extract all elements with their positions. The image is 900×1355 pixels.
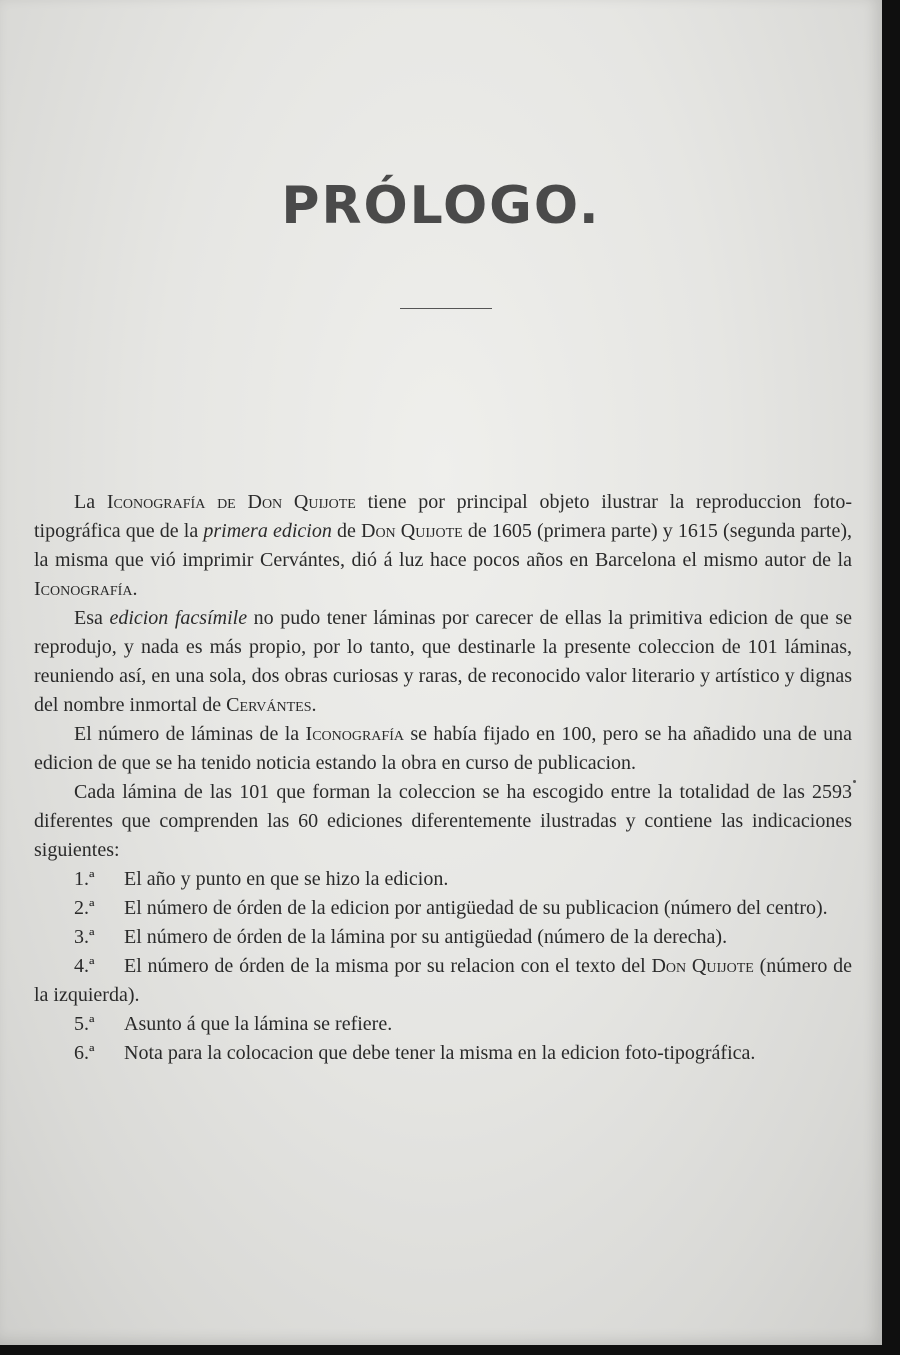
page-title: PRÓLOGO. bbox=[281, 176, 601, 236]
list-item bbox=[34, 894, 852, 923]
small-caps-text: Iconografía de Don Quijote bbox=[106, 491, 356, 513]
list-item-number: 1.ª bbox=[74, 868, 95, 890]
text-run: El número de órden de la edicion por antigüedad de su publicacion (número del centro). bbox=[124, 897, 828, 919]
list-item-number: 2.ª bbox=[74, 897, 95, 919]
small-caps-text: Iconografía bbox=[305, 723, 404, 745]
text-run: Nota para la colocacion que debe tener la misma en la edicion foto-tipográfica. bbox=[124, 1042, 756, 1064]
text-run: . bbox=[132, 578, 138, 600]
text-run: de 1605 (primera parte) y 1615 (segunda parte), la misma que vió imprimir Cervántes, dió á luz hace pocos años en Barcelona el mismo autor de la bbox=[34, 520, 852, 571]
list-item-number: 4.ª bbox=[74, 955, 95, 977]
text-run: Esa bbox=[74, 607, 110, 629]
list-item bbox=[34, 923, 852, 952]
italic-text: primera edicion bbox=[203, 520, 332, 542]
text-run: La bbox=[74, 491, 107, 513]
list-item bbox=[34, 1039, 852, 1068]
text-run: El año y punto en que se hizo la edicion. bbox=[124, 868, 449, 890]
prologue-paragraph bbox=[34, 720, 852, 778]
text-run: El número de láminas de la bbox=[74, 723, 306, 745]
text-run: Asunto á que la lámina se refiere. bbox=[124, 1013, 393, 1035]
text-run: Cada lámina de las 101 que forman la coleccion se ha escogido entre la totalidad de las 2593 diferentes que comprenden las 60 ediciones diferentemente ilustradas y contiene las indicaciones siguientes: bbox=[34, 781, 852, 861]
prologue-paragraph bbox=[34, 778, 852, 865]
text-run: . bbox=[311, 694, 317, 716]
text-run: (número de la izquierda). bbox=[34, 955, 852, 1006]
text-run: se había fijado en 100, pero se ha añadido una de una edicion de que se ha tenido noticia estando la obra en curso de publicacion. bbox=[34, 723, 853, 774]
text-run: El número de órden de la misma por su relacion con el texto del bbox=[124, 955, 652, 977]
text-run: tiene por principal objeto ilustrar la reproduccion foto-tipográfica que de la bbox=[34, 491, 852, 542]
indications-list bbox=[34, 865, 852, 1068]
list-item-number: 5.ª bbox=[74, 1013, 95, 1035]
list-item-number: 3.ª bbox=[74, 926, 95, 948]
text-run: de bbox=[331, 520, 361, 542]
text-run: no pudo tener láminas por carecer de ellas la primitiva edicion de que se reprodujo, y nada es más propio, por lo tanto, que destinarle la presente coleccion de 101 láminas, reuniendo así, en una sola, dos obras curiosas y raras, de reconocido valor literario y artístico y dignas del nombre inmortal de bbox=[34, 607, 852, 716]
prologue-paragraph bbox=[34, 604, 852, 720]
list-item-number: 6.ª bbox=[74, 1042, 95, 1064]
italic-text: edicion facsímile bbox=[109, 607, 248, 629]
ink-speck bbox=[853, 780, 856, 783]
prologue-body bbox=[34, 488, 852, 1068]
text-run: El número de órden de la lámina por su antigüedad (número de la derecha). bbox=[124, 926, 728, 948]
small-caps-text: Don Quijote bbox=[361, 520, 463, 542]
title-divider bbox=[400, 308, 492, 309]
small-caps-text: Cervántes bbox=[226, 694, 312, 716]
list-item bbox=[34, 1010, 852, 1039]
list-item bbox=[34, 952, 852, 1010]
small-caps-text: Don Quijote bbox=[651, 955, 754, 977]
small-caps-text: Iconografía bbox=[34, 578, 133, 600]
prologue-paragraph bbox=[34, 488, 852, 604]
list-item bbox=[34, 865, 852, 894]
prologue-paragraphs bbox=[34, 488, 852, 865]
